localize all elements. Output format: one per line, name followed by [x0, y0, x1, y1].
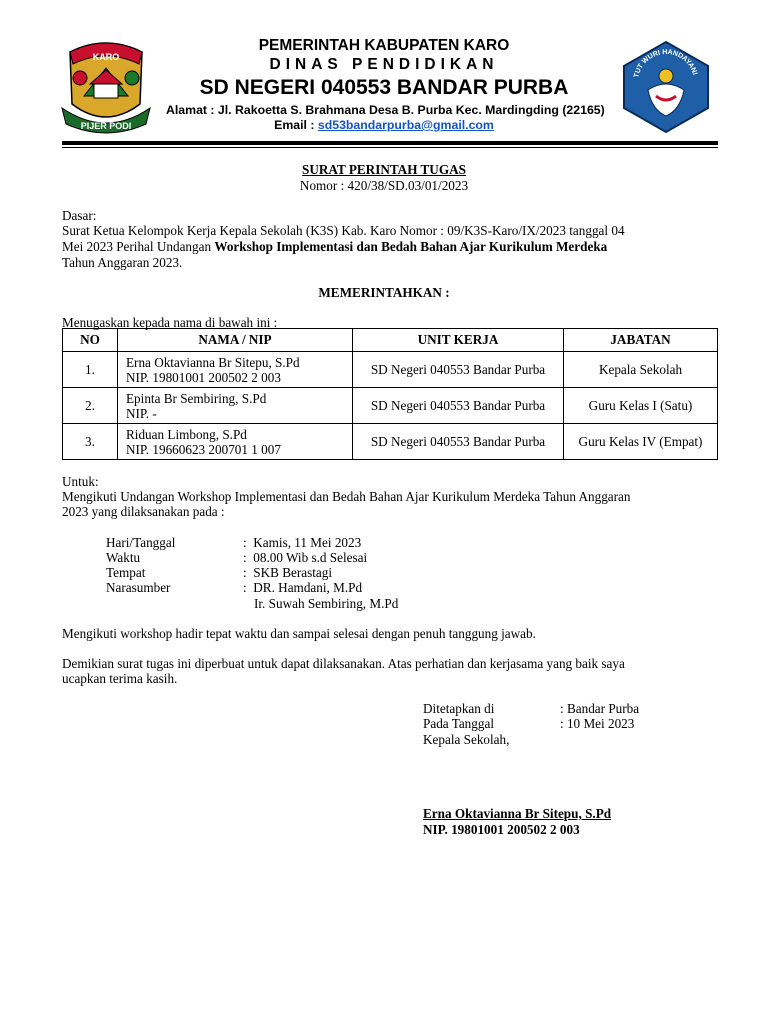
detail-value-text: 08.00 Wib s.d Selesai — [253, 550, 368, 565]
header-address: Alamat : Jl. Rakoetta S. Brahmana Desa B. Purba Kec. Mardingding (22165) — [166, 103, 605, 117]
logo-left-text-top: KARO — [92, 52, 120, 62]
row-nip: NIP. 19801001 200502 2 003 — [126, 369, 281, 385]
detail-label: Narasumber — [106, 580, 171, 595]
assignee-table — [62, 328, 718, 460]
detail-label: Tempat — [106, 565, 146, 580]
detail-value: : SKB Berastagi — [243, 565, 333, 580]
closing-1: Mengikuti workshop hadir tepat waktu dan sampai selesai dengan penuh tanggung jawab. — [62, 626, 536, 641]
header-rule-thin — [62, 147, 718, 148]
dasar-text: Mei 2023 Perihal Undangan — [62, 239, 215, 254]
row-unit: SD Negeri 040553 Bandar Purba — [353, 352, 564, 388]
letter-title: SURAT PERINTAH TUGAS — [302, 162, 466, 177]
email-label: Email : — [274, 118, 318, 132]
sign-date-label: Pada Tanggal — [423, 716, 494, 731]
row-name-nip — [118, 352, 353, 388]
row-no: 3. — [63, 424, 118, 460]
email-link[interactable]: sd53bandarpurba@gmail.com — [317, 118, 494, 132]
header-school-name: SD NEGERI 040553 BANDAR PURBA — [199, 76, 569, 99]
col-no: NO — [63, 329, 118, 352]
command-heading: MEMERINTAHKAN : — [318, 285, 450, 300]
row-name-nip — [118, 388, 353, 424]
detail-value: : 08.00 Wib s.d Selesai — [243, 550, 368, 565]
row-position: Kepala Sekolah — [564, 352, 718, 388]
row-no: 2. — [63, 388, 118, 424]
letter-number: Nomor : 420/38/SD.03/01/2023 — [299, 178, 469, 193]
dasar-label: Dasar: — [62, 208, 97, 223]
signer-name: Erna Oktavianna Br Sitepu, S.Pd — [423, 806, 612, 821]
row-unit: SD Negeri 040553 Bandar Purba — [353, 388, 564, 424]
sign-role: Kepala Sekolah, — [423, 732, 510, 747]
dasar-line-3: Tahun Anggaran 2023. — [62, 255, 183, 270]
untuk-line-1: Mengikuti Undangan Workshop Implementasi dan Bedah Bahan Ajar Kurikulum Merdeka Tahun Anggaran — [62, 489, 631, 504]
col-unit: UNIT KERJA — [353, 329, 564, 352]
logo-right-text: TUT WURI HANDAYANI — [633, 48, 699, 79]
row-no: 1. — [63, 352, 118, 388]
detail-label: Hari/Tanggal — [106, 535, 176, 550]
row-unit: SD Negeri 040553 Bandar Purba — [353, 424, 564, 460]
detail-value: : Kamis, 11 Mei 2023 — [243, 535, 362, 550]
header-department: DINAS PENDIDIKAN — [269, 56, 499, 73]
row-position: Guru Kelas IV (Empat) — [564, 424, 718, 460]
row-name: Epinta Br Sembiring, S.Pd — [126, 390, 267, 406]
detail-value-extra: Ir. Suwah Sembiring, M.Pd — [254, 596, 399, 611]
untuk-line-2: 2023 yang dilaksanakan pada : — [62, 504, 225, 519]
header-government: PEMERINTAH KABUPATEN KARO — [258, 37, 510, 54]
table-row — [63, 352, 718, 388]
detail-value-text: SKB Berastagi — [253, 565, 333, 580]
row-nip: NIP. - — [126, 405, 157, 421]
closing-2-line-1: Demikian surat tugas ini diperbuat untuk dapat dilaksanakan. Atas perhatian dan kerjasama yang baik saya — [62, 656, 625, 671]
row-name: Riduan Limbong, S.Pd — [126, 426, 247, 442]
sign-place-value: : Bandar Purba — [560, 701, 640, 716]
assign-intro: Menugaskan kepada nama di bawah ini : — [62, 315, 278, 330]
col-name: NAMA / NIP — [118, 329, 353, 352]
signer-nip: NIP. 19801001 200502 2 003 — [423, 822, 580, 837]
table-row — [63, 388, 718, 424]
detail-value: : DR. Hamdani, M.Pd — [243, 580, 363, 595]
table-row — [63, 424, 718, 460]
dasar-line-1: Surat Ketua Kelompok Kerja Kepala Sekolah (K3S) Kab. Karo Nomor : 09/K3S-Karo/IX/2023 tanggal 04 — [62, 223, 625, 238]
untuk-label: Untuk: — [62, 474, 99, 489]
detail-value-text: Kamis, 11 Mei 2023 — [253, 535, 362, 550]
sign-date-value: : 10 Mei 2023 — [560, 716, 635, 731]
detail-value-text: DR. Hamdani, M.Pd — [253, 580, 363, 595]
closing-2-line-2: ucapkan terima kasih. — [62, 671, 178, 686]
header-email-line — [0, 118, 768, 132]
row-position: Guru Kelas I (Satu) — [564, 388, 718, 424]
dasar-line-2 — [62, 239, 607, 255]
logo-left-text-bottom: PIJER PODI — [80, 121, 132, 131]
table-header-row — [63, 329, 718, 352]
row-nip: NIP. 19660623 200701 1 007 — [126, 441, 281, 457]
detail-label: Waktu — [106, 550, 141, 565]
workshop-title: Workshop Implementasi dan Bedah Bahan Ajar Kurikulum Merdeka — [214, 239, 608, 254]
row-name: Erna Oktavianna Br Sitepu, S.Pd — [126, 354, 300, 370]
col-position: JABATAN — [564, 329, 718, 352]
row-name-nip — [118, 424, 353, 460]
sign-place-label: Ditetapkan di — [423, 701, 495, 716]
header-rule-thick — [62, 141, 718, 145]
